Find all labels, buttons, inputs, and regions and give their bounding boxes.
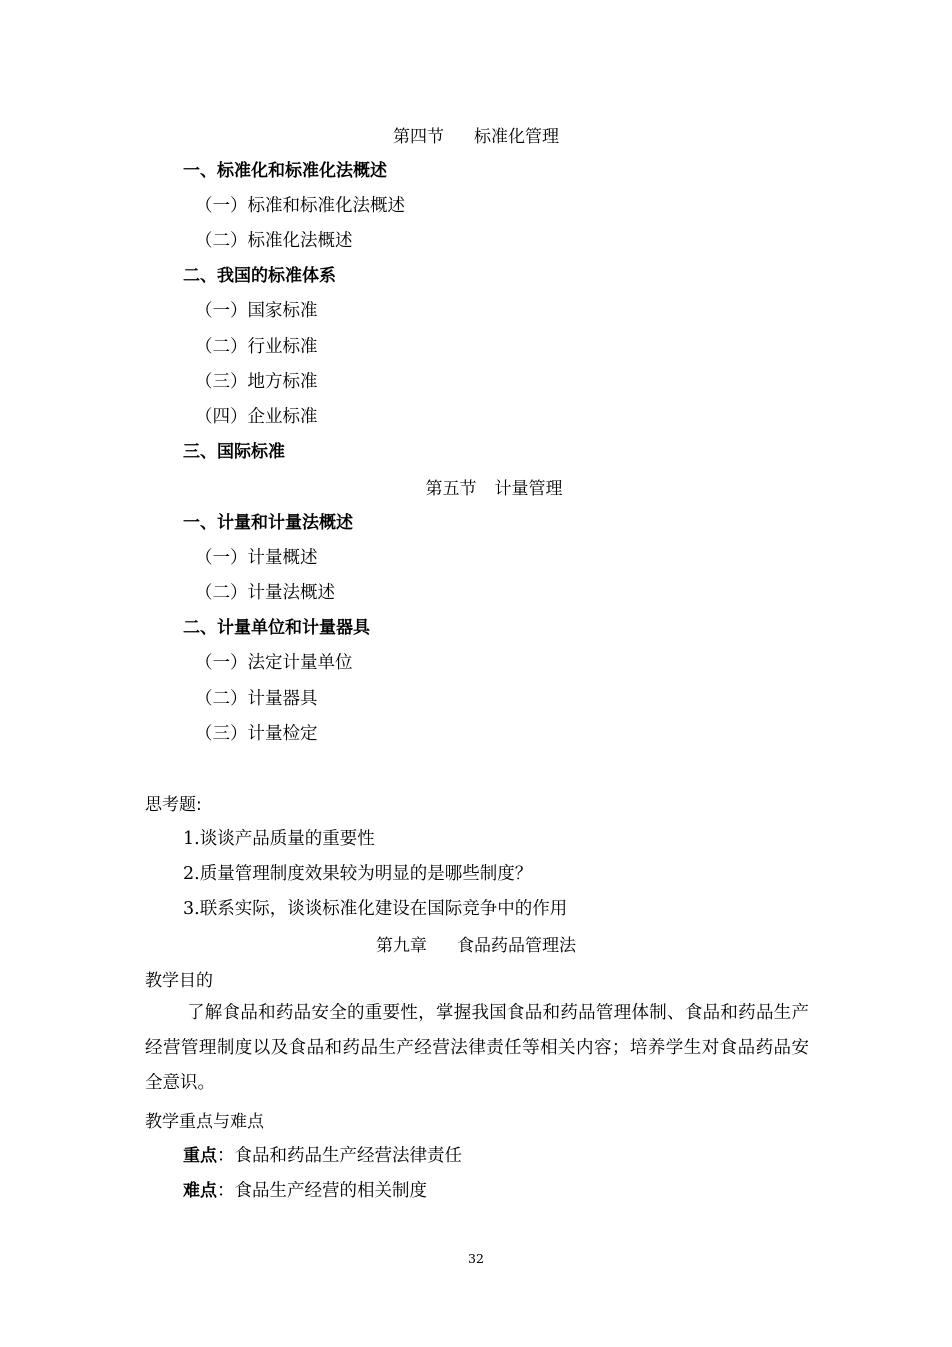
objective-paragraph: 了解食品和药品安全的重要性，掌握我国食品和药品管理体制、食品和药品生产经营管理制度以及食品和药品生产经营法律责任等相关内容；培养学生对食品药品安全意识。 <box>145 1003 809 1093</box>
difficult-point: 难点：食品生产经营的相关制度 <box>183 1181 427 1201</box>
list-item: （二）计量器具 <box>195 689 318 709</box>
list-item: （二）行业标准 <box>195 337 318 357</box>
question-item: 2.质量管理制度效果较为明显的是哪些制度？ <box>183 864 533 884</box>
list-item: （一）计量概述 <box>195 548 318 568</box>
subsection-title: 一、标准化和标准化法概述 <box>183 161 387 181</box>
questions-title: 思考题: <box>145 795 202 815</box>
page-number: 32 <box>468 1251 484 1266</box>
question-item: 1.谈谈产品质量的重要性 <box>183 829 375 849</box>
subsection-title: 三、国际标准 <box>183 442 285 462</box>
list-item: （一）标准和标准化法概述 <box>195 196 405 216</box>
list-item: （二）计量法概述 <box>195 583 335 603</box>
subsection-title: 二、我国的标准体系 <box>183 266 336 286</box>
question-item: 3.联系实际，谈谈标准化建设在国际竞争中的作用 <box>183 899 568 919</box>
section-heading: 第五节 计量管理 <box>425 479 563 499</box>
list-item: （一）国家标准 <box>195 301 318 321</box>
list-item: （一）法定计量单位 <box>195 653 353 673</box>
key-points-title: 教学重点与难点 <box>145 1112 264 1132</box>
subsection-title: 一、计量和计量法概述 <box>183 513 353 533</box>
section-heading: 第四节 标准化管理 <box>393 127 559 147</box>
objective-title: 教学目的 <box>145 971 213 991</box>
list-item: （三）地方标准 <box>195 372 318 392</box>
subsection-title: 二、计量单位和计量器具 <box>183 618 370 638</box>
chapter-heading: 第九章 食品药品管理法 <box>376 936 576 956</box>
list-item: （四）企业标准 <box>195 407 318 427</box>
list-item: （三）计量检定 <box>195 724 318 744</box>
list-item: （二）标准化法概述 <box>195 231 353 251</box>
key-point: 重点：食品和药品生产经营法律责任 <box>183 1146 462 1166</box>
